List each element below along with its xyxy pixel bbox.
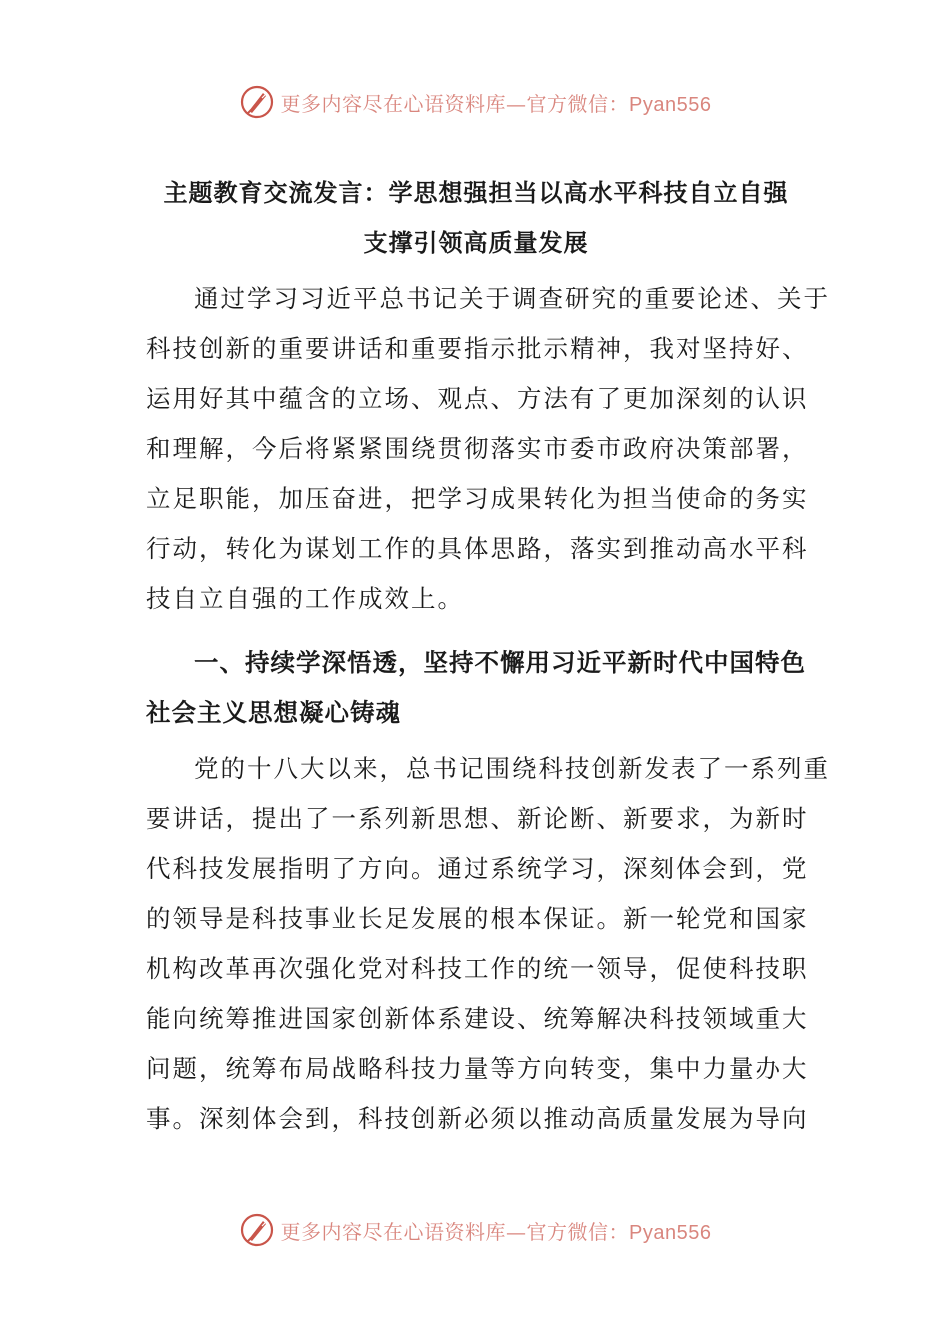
- document-body: [146, 168, 830, 1144]
- paragraph-line: 代科技发展指明了方向。通过系统学习，深刻体会到，党: [146, 854, 809, 883]
- section-heading-1: [146, 638, 806, 738]
- footer-banner: [0, 1210, 950, 1250]
- banner-text-cn: 更多内容尽在心语资料库—官方微信：: [280, 1219, 630, 1244]
- paragraph-line: 要讲话，提出了一系列新思想、新论断、新要求，为新时: [146, 804, 809, 833]
- banner-wechat-id: Pyan556: [629, 1221, 712, 1244]
- heading-line: 社会主义思想凝心铸魂: [146, 698, 401, 727]
- section-1-paragraph: [146, 744, 830, 1144]
- paragraph-line: 科技创新的重要讲话和重要指示批示精神，我对坚持好、: [146, 334, 809, 363]
- quill-pen-icon: [239, 1212, 275, 1248]
- paragraph-line: 和理解，今后将紧紧围绕贯彻落实市委市政府决策部署，: [146, 434, 809, 463]
- title-line: 支撑引领高质量发展: [363, 228, 589, 257]
- banner-wechat-id: Pyan556: [629, 93, 712, 116]
- paragraph-line: 机构改革再次强化党对科技工作的统一领导，促使科技职: [146, 954, 809, 983]
- paragraph-line: 党的十八大以来，总书记围绕科技创新发表了一系列重: [194, 754, 830, 783]
- header-banner: [0, 82, 950, 122]
- paragraph-line: 技自立自强的工作成效上。: [146, 584, 464, 613]
- intro-paragraph: [146, 274, 830, 624]
- paragraph-line: 问题，统筹布局战略科技力量等方向转变，集中力量办大: [146, 1054, 809, 1083]
- paragraph-line: 运用好其中蕴含的立场、观点、方法有了更加深刻的认识: [146, 384, 809, 413]
- banner-text: [281, 88, 712, 117]
- quill-pen-icon: [239, 84, 275, 120]
- title-line: 主题教育交流发言：学思想强担当以高水平科技自立自强: [163, 178, 789, 207]
- heading-line: 一、持续学深悟透，坚持不懈用习近平新时代中国特色: [194, 648, 806, 677]
- document-title: [146, 168, 806, 268]
- paragraph-line: 能向统筹推进国家创新体系建设、统筹解决科技领域重大: [146, 1004, 809, 1033]
- paragraph-line: 行动，转化为谋划工作的具体思路，落实到推动高水平科: [146, 534, 809, 563]
- paragraph-line: 的领导是科技事业长足发展的根本保证。新一轮党和国家: [146, 904, 809, 933]
- paragraph-line: 事。深刻体会到，科技创新必须以推动高质量发展为导向: [146, 1104, 809, 1133]
- banner-text-cn: 更多内容尽在心语资料库—官方微信：: [280, 91, 630, 116]
- banner-text: [281, 1216, 712, 1245]
- paragraph-line: 通过学习习近平总书记关于调查研究的重要论述、关于: [194, 284, 830, 313]
- paragraph-line: 立足职能，加压奋进，把学习成果转化为担当使命的务实: [146, 484, 809, 513]
